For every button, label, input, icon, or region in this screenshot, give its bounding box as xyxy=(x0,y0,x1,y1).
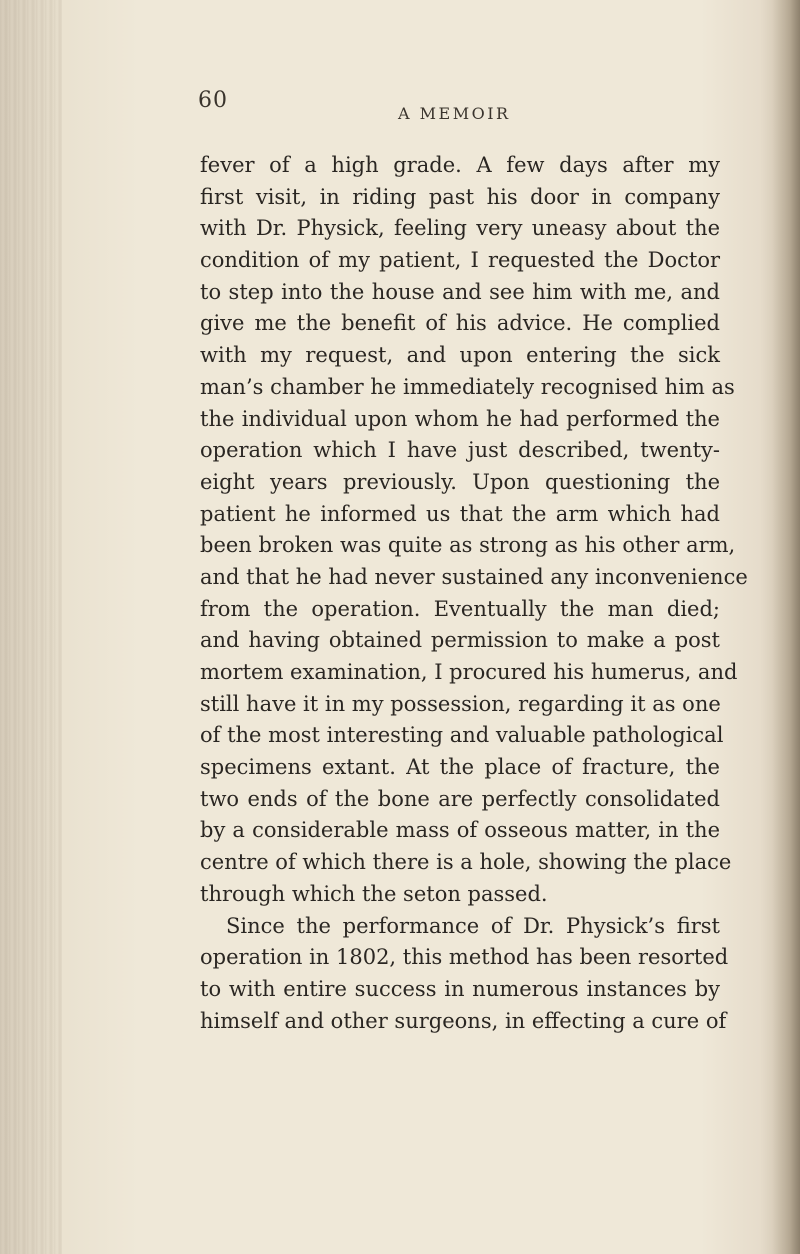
text-line: himself and other surgeons, in effecting a cure of xyxy=(200,1008,727,1033)
text-line: still have it in my possession, regarding it as one xyxy=(200,691,721,716)
body-text xyxy=(200,150,748,1037)
text-line: mortem examination, I procured his humerus, and xyxy=(200,660,738,684)
text-line: from the operation. Eventually the man died; xyxy=(200,596,720,621)
text-line: Since the performance of Dr. Physick’s first xyxy=(226,913,720,938)
text-line: been broken was quite as strong as his other arm, xyxy=(200,533,736,558)
page-gutter-shadow xyxy=(0,0,62,1254)
text-line: by a considerable mass of osseous matter, in the xyxy=(200,818,720,843)
text-line: first visit, in riding past his door in company xyxy=(200,184,720,209)
text-line: through which the seton passed. xyxy=(200,881,548,906)
page-edge-shadow xyxy=(772,0,800,1254)
text-line: specimens extant. At the place of fracture, the xyxy=(200,755,720,780)
text-line: give me the benefit of his advice. He complied xyxy=(200,311,720,336)
text-line: fever of a high grade. A few days after my xyxy=(200,153,720,177)
text-line: the individual upon whom he had performed the xyxy=(200,406,720,431)
text-line: with Dr. Physick, feeling very uneasy about the xyxy=(200,216,720,241)
text-line: operation in 1802, this method has been resorted xyxy=(200,945,729,970)
page-number: 60 xyxy=(198,88,228,113)
text-line: two ends of the bone are perfectly consolidated xyxy=(200,786,720,811)
text-line: eight years previously. Upon questioning the xyxy=(200,469,720,494)
text-line: and having obtained permission to make a post xyxy=(200,628,720,653)
text-line: patient he informed us that the arm which had xyxy=(200,501,720,526)
text-line: and that he had never sustained any inconvenience xyxy=(200,564,748,589)
text-line: with my request, and upon entering the sick xyxy=(200,343,720,368)
text-line: to with entire success in numerous instances by xyxy=(200,976,720,1001)
running-head: A MEMOIR xyxy=(398,104,511,123)
text-line: man’s chamber he immediately recognised him as xyxy=(200,374,735,399)
text-line: of the most interesting and valuable pathological xyxy=(200,723,724,748)
text-line: to step into the house and see him with me, and xyxy=(200,279,720,304)
text-line: centre of which there is a hole, showing the place xyxy=(200,850,732,875)
text-line: condition of my patient, I requested the Doctor xyxy=(200,248,720,273)
text-line: operation which I have just described, twenty- xyxy=(200,438,720,463)
